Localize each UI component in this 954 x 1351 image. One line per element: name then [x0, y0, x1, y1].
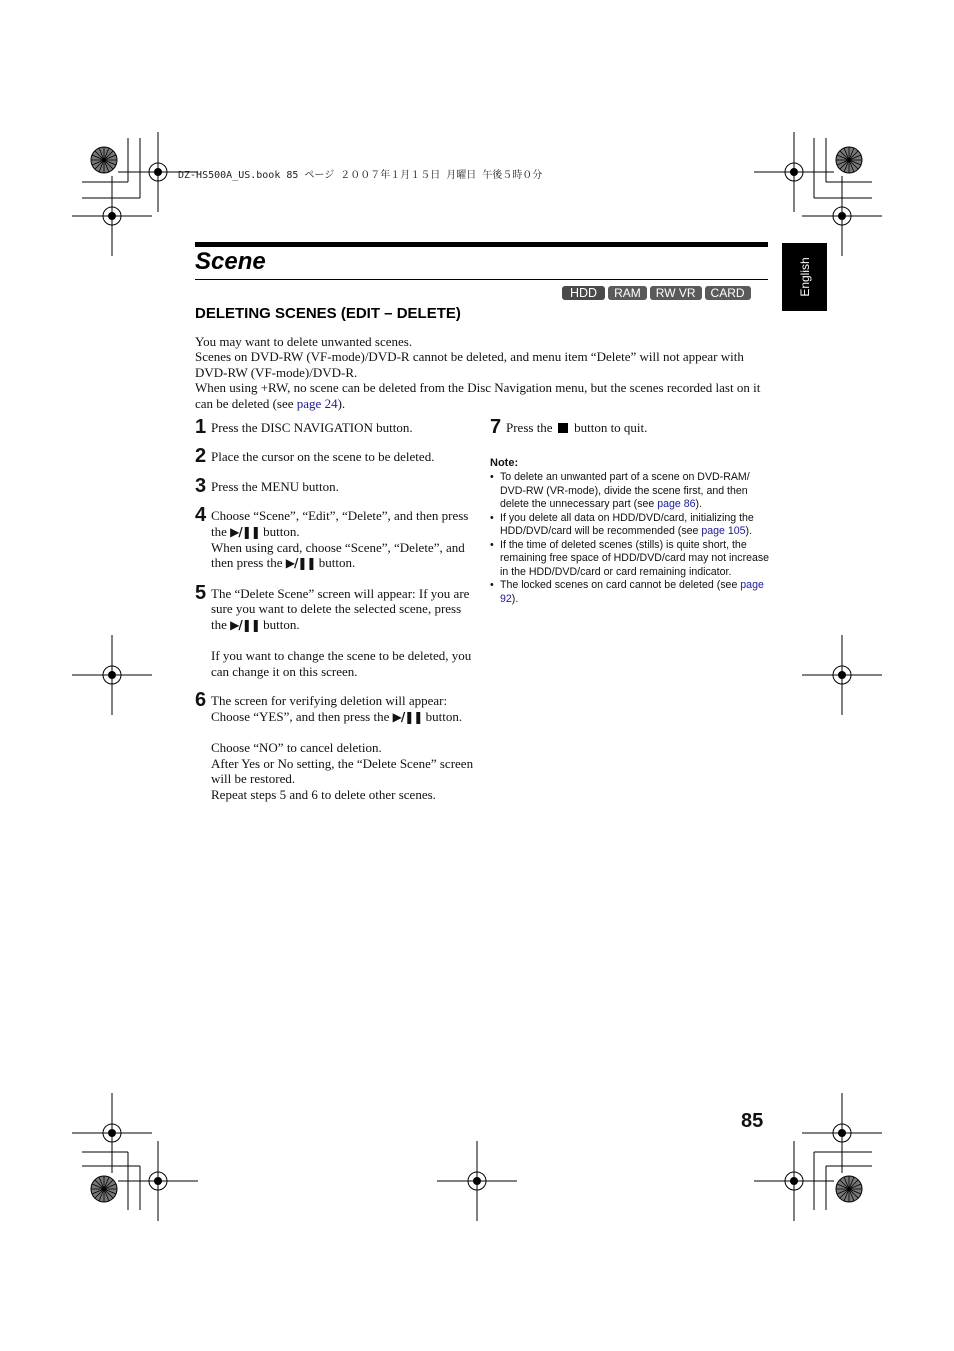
step-5: 5 The “Delete Scene” screen will appear: If you are sure you want to delete the selected scene, press the ▶/❚❚ button. If you want to change the scene to be deleted, you can change it on this screen. — [195, 581, 472, 679]
steps-column-left — [195, 416, 477, 816]
section-heading: DELETING SCENES (EDIT – DELETE) — [195, 305, 461, 322]
note-item: • To delete an unwanted part of a scene on DVD-RAM/ DVD-RW (VR-mode), divide the scene first, and then delete the unnecessary part (see page 86). — [490, 471, 772, 512]
badge-card: CARD — [705, 286, 751, 300]
intro-text — [195, 334, 770, 411]
play-pause-icon: ▶/❚❚ — [230, 524, 260, 539]
page-number: 85 — [741, 1110, 764, 1132]
step-number: 3 — [195, 474, 207, 497]
step-number: 6 — [195, 689, 207, 712]
note-list — [490, 471, 772, 606]
step-4: 4 Choose “Scene”, “Edit”, “Delete”, and then press the ▶/❚❚ button. When using card, choose “Scene”, “Delete”, and then press the ▶/❚❚ button. — [195, 504, 469, 571]
intro-paragraph: When using +RW, no scene can be deleted from the Disc Navigation menu, but the scenes recorded last on it can be deleted (see page 24). — [195, 380, 761, 411]
note-item: • If the time of deleted scenes (stills) is quite short, the remaining free space of HDD/DVD/card may not increase in the HDD/DVD/card or card remaining indicator. — [490, 539, 772, 580]
step-number: 2 — [195, 445, 207, 468]
page-link[interactable]: page 105 — [701, 525, 746, 538]
step-number: 7 — [490, 416, 502, 438]
stop-icon — [558, 423, 568, 433]
play-pause-icon: ▶/❚❚ — [392, 709, 423, 724]
step-3: 3 Press the MENU button. — [195, 474, 339, 497]
step-2: 2 Place the cursor on the scene to be deleted. — [195, 445, 435, 468]
page-link[interactable]: page 92 — [500, 579, 764, 605]
media-badges — [562, 286, 751, 300]
intro-paragraph: You may want to delete unwanted scenes. — [195, 334, 413, 349]
badge-hdd: HDD — [562, 286, 605, 300]
note-item: • If you delete all data on HDD/DVD/card, initializing the HDD/DVD/card will be recommended (see page 105). — [490, 512, 772, 539]
steps-column-right — [490, 416, 772, 606]
step-7: 7 Press the button to quit. — [490, 416, 648, 438]
title-rule-bottom — [195, 279, 768, 280]
step-number: 5 — [195, 581, 207, 604]
print-header: DZ-HS500A_US.book 85 ページ ２００７年１月１５日 月曜日 午後５時０分 — [178, 170, 543, 181]
page-link[interactable]: page 24 — [296, 395, 338, 411]
page-title: Scene — [195, 248, 266, 275]
language-tab — [782, 243, 827, 311]
play-pause-icon: ▶/❚❚ — [230, 617, 260, 632]
step-number: 1 — [195, 416, 207, 438]
step-6: 6 The screen for verifying deletion will appear: Choose “YES”, and then press the ▶/❚❚ button. Choose “NO” to cancel deletion. After Yes or No setting, the “Delete Scene” screen will be restored. Repeat steps 5 and 6 to delete other scenes. — [195, 689, 474, 802]
badge-rw-vr: RW VR — [650, 286, 702, 300]
step-1: 1 Press the DISC NAVIGATION button. — [195, 416, 413, 438]
play-pause-icon: ▶/❚❚ — [285, 556, 316, 571]
note-item: • The locked scenes on card cannot be deleted (see page 92). — [490, 579, 772, 606]
note-title: Note: — [490, 457, 519, 470]
intro-paragraph: Scenes on DVD-RW (VF-mode)/DVD-R cannot be deleted, and menu item “Delete” will not appear with DVD-RW (VF-mode)/DVD-R. — [195, 349, 744, 380]
page-link[interactable]: page 86 — [657, 498, 696, 511]
step-number: 4 — [195, 504, 207, 527]
title-rule-top — [195, 242, 768, 247]
badge-ram: RAM — [608, 286, 647, 300]
language-tab-label: English — [797, 257, 812, 297]
